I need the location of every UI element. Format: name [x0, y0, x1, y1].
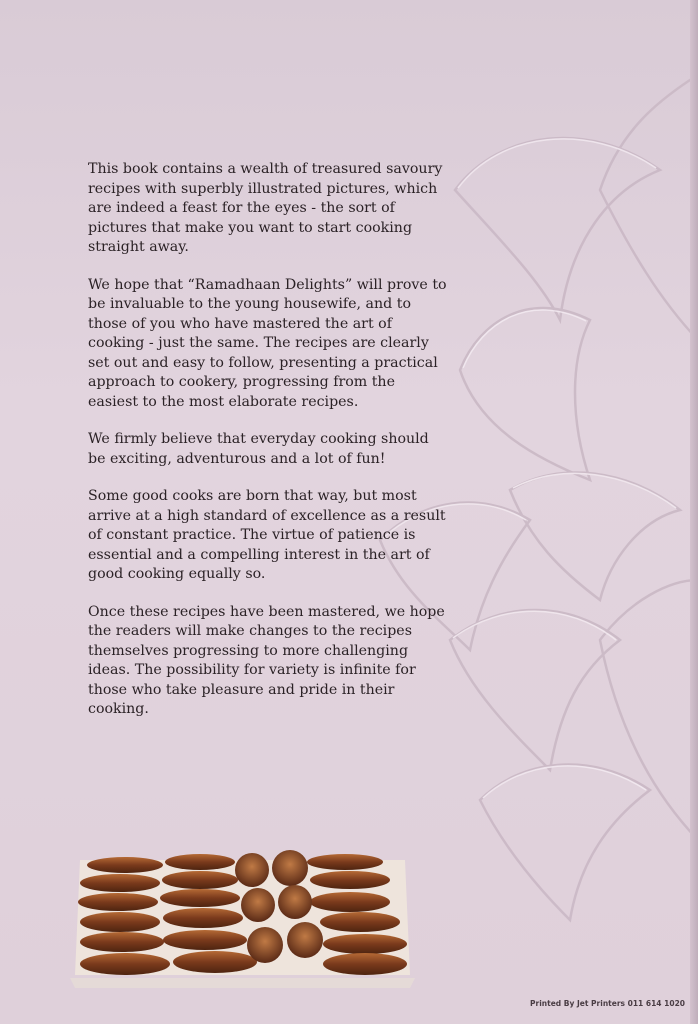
- intro-text: [88, 160, 448, 738]
- printer-credit: Printed By Jet Printers 011 614 1020: [530, 999, 686, 1008]
- paragraph: We hope that “Ramadhaan Delights” will prove to be invaluable to the young housewife, and to those of you who have mastered the art of cooking - just the same. The recipes are clearly set out and easy to follow, presenting a practical approach to cookery, progressing from the easiest to the most elaborate recipes.: [88, 276, 447, 410]
- dates-tray-photo: [70, 840, 415, 990]
- page-edge: [690, 0, 698, 1024]
- paragraph: Some good cooks are born that way, but most arrive at a high standard of excellence as a result of constant practice. The virtue of patience is essential and a compelling interest in the art of good cooking equally so.: [88, 488, 446, 582]
- paragraph: This book contains a wealth of treasured savoury recipes with superbly illustrated pictures, which are indeed a feast for the eyes - the sort of pictures that make you want to start cooking straight away.: [88, 161, 443, 255]
- paragraph: We firmly believe that everyday cooking should be exciting, adventurous and a lot of fun!: [88, 431, 429, 467]
- paragraph: Once these recipes have been mastered, we hope the readers will make changes to the recipes themselves progressing to more challenging ideas. The possibility for variety is infinite for those who take pleasure and pride in their cooking.: [88, 603, 445, 717]
